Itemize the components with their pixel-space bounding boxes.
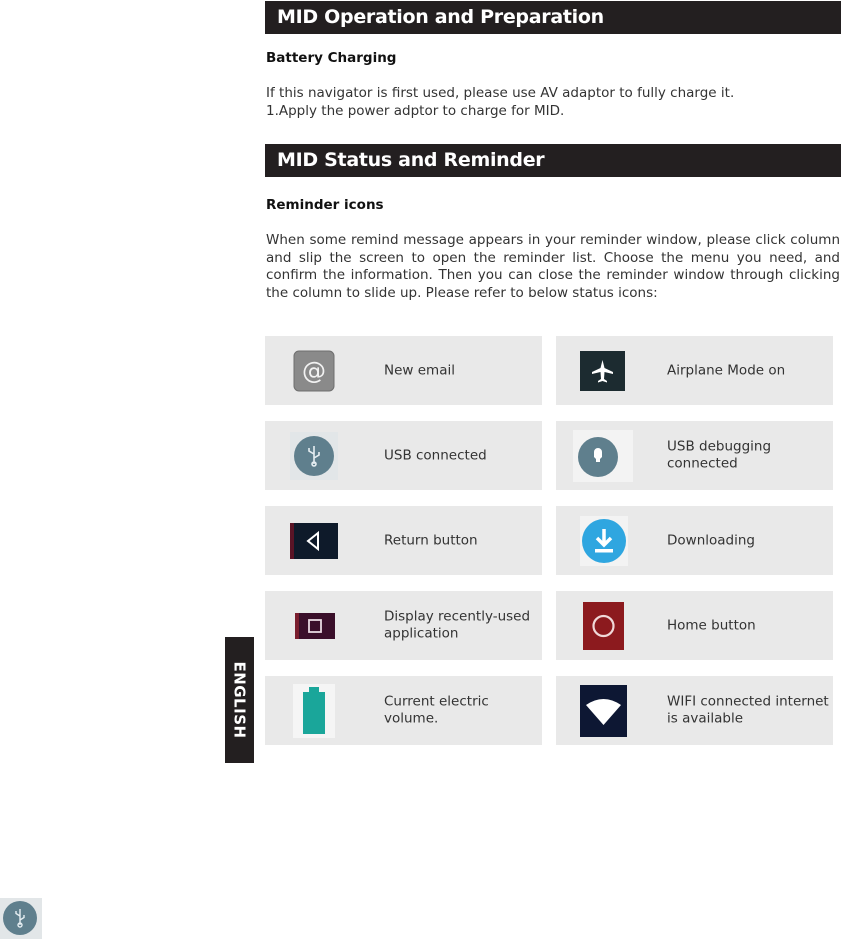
download-icon [580,516,628,566]
usb-icon [0,898,42,944]
status-label: Current electric volume. [384,693,489,727]
status-label: Display recently-used application [384,608,531,642]
battery-icon [293,684,335,738]
battery-charging-text [266,85,734,120]
wifi-icon [580,685,627,737]
email-icon [293,350,335,392]
usb-debug-icon [573,430,633,482]
language-tab-label: ENGLISH [230,661,249,739]
status-label: New email [384,361,455,378]
return-icon [290,523,338,559]
status-card-airplane [556,336,833,405]
section-title-operation: MID Operation and Preparation [265,1,841,34]
status-label: Return button [384,531,478,548]
status-label: USB debugging connected [667,438,772,472]
status-label: Downloading [667,531,755,548]
status-label: Home button [667,616,756,633]
status-card-usb [265,421,542,490]
battery-line-1: If this navigator is first used, please use AV adaptor to fully charge it. [266,85,735,101]
status-label: USB connected [384,446,487,463]
battery-line-2: 1.Apply the power adptor to charge for MID. [266,102,565,119]
status-card-battery [265,676,542,745]
svg-text:@: @ [302,356,326,385]
status-card-wifi [556,676,833,745]
status-card-return [265,506,542,575]
home-icon [583,602,624,650]
section-title-status: MID Status and Reminder [265,144,841,177]
status-card-usb-debugging [556,421,833,490]
recent-apps-icon [295,613,335,639]
airplane-icon [580,351,625,391]
status-card-home [556,591,833,660]
status-label: WIFI connected internet is available [667,693,829,727]
status-card-downloading [556,506,833,575]
language-tab [225,637,254,763]
status-label: Airplane Mode on [667,361,786,378]
usb-icon [290,432,338,480]
status-card-recent-apps [265,591,542,660]
subhead-reminder-icons: Reminder icons [266,197,384,213]
reminder-paragraph: When some remind message appears in your reminder window, please click column and slip the screen to open the reminder list. Choose the menu you need, and confirm the information. Then you can close the reminder window through clicking the column to slide up. Please refer to below status icons: [266,232,840,301]
status-card-new-email [265,336,542,405]
subhead-battery-charging: Battery Charging [266,50,397,66]
